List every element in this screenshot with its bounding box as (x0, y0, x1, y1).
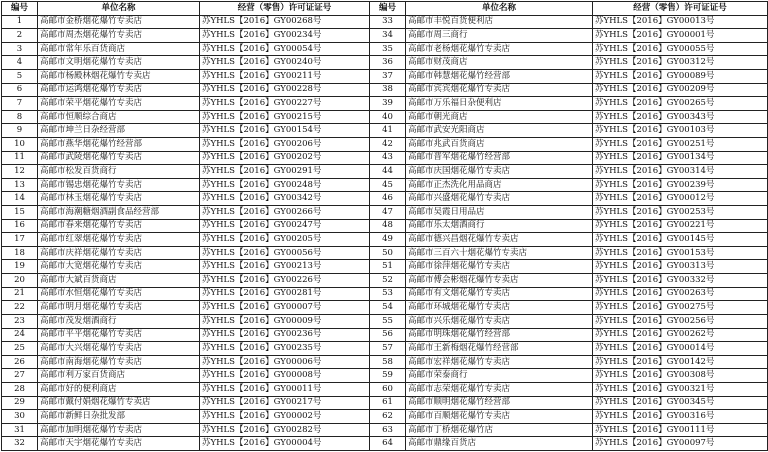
store-name: 高邮市坤兰日杂经营部 (38, 124, 200, 138)
store-name: 高邮市晋军烟花爆竹经营部 (406, 151, 593, 165)
table-row (2, 260, 768, 274)
table-row (2, 69, 768, 83)
store-name: 高邮市杨殿林烟花爆竹专卖店 (38, 69, 200, 83)
table-body (2, 15, 768, 451)
license-number: 苏YHLS【2016】GY00281号 (200, 287, 370, 301)
store-name: 高邮市金桥烟花爆竹专卖店 (38, 15, 200, 29)
store-name: 高邮市平平烟花爆竹专卖店 (38, 328, 200, 342)
row-number: 33 (370, 15, 406, 29)
store-name: 高邮市环城烟花爆竹专卖店 (406, 301, 593, 315)
store-name: 高邮市春来烟花爆竹专卖店 (38, 219, 200, 233)
license-number: 苏YHLS【2016】GY00308号 (593, 369, 768, 383)
license-number: 苏YHLS【2016】GY00008号 (200, 369, 370, 383)
table-row (2, 410, 768, 424)
store-name: 高邮市正杰洗化用品商店 (406, 178, 593, 192)
store-name: 高邮市庆祥烟花爆竹专卖店 (38, 246, 200, 260)
row-number: 29 (2, 396, 38, 410)
header-no-right: 编号 (370, 2, 406, 16)
store-name: 高邮市海潮糖烟酒副食品经营部 (38, 206, 200, 220)
store-name: 高邮市茂发烟酒商行 (38, 314, 200, 328)
license-number: 苏YHLS【2016】GY00213号 (200, 260, 370, 274)
row-number: 12 (2, 165, 38, 179)
store-name: 高邮市丁桥烟花爆竹店 (406, 423, 593, 437)
store-name: 高邮市兴乐烟花爆竹专卖店 (406, 314, 593, 328)
table-row (2, 328, 768, 342)
row-number: 51 (370, 260, 406, 274)
license-number: 苏YHLS【2016】GY00291号 (200, 165, 370, 179)
store-name: 高邮市锡忠烟花爆竹专卖店 (38, 178, 200, 192)
store-name: 高邮市万乐福日杂便利店 (406, 97, 593, 111)
row-number: 56 (370, 328, 406, 342)
row-number: 50 (370, 246, 406, 260)
store-name: 高邮市傅会彬烟花爆竹专卖店 (406, 274, 593, 288)
license-number: 苏YHLS【2016】GY00153号 (593, 246, 768, 260)
license-number: 苏YHLS【2016】GY00211号 (200, 69, 370, 83)
license-number: 苏YHLS【2016】GY00013号 (593, 15, 768, 29)
store-name: 高邮市大斌百货商店 (38, 274, 200, 288)
license-number: 苏YHLS【2016】GY00256号 (593, 314, 768, 328)
row-number: 4 (2, 56, 38, 70)
row-number: 31 (2, 423, 38, 437)
store-name: 高邮市丰悦百货便利店 (406, 15, 593, 29)
store-name: 高邮市大兴烟花爆竹专卖店 (38, 342, 200, 356)
store-name: 高邮市鼎缘百货店 (406, 437, 593, 451)
header-name-right: 单位名称 (406, 2, 593, 16)
license-number: 苏YHLS【2016】GY00248号 (200, 178, 370, 192)
header-name-left: 单位名称 (38, 2, 200, 16)
license-number: 苏YHLS【2016】GY00332号 (593, 274, 768, 288)
license-number: 苏YHLS【2016】GY00111号 (593, 423, 768, 437)
row-number: 13 (2, 178, 38, 192)
store-name: 高邮市周三商行 (406, 29, 593, 43)
store-name: 高邮市财茂商店 (406, 56, 593, 70)
table-row (2, 396, 768, 410)
header-license-left: 经营（零售）许可证证号 (200, 2, 370, 16)
row-number: 47 (370, 206, 406, 220)
license-number: 苏YHLS【2016】GY00217号 (200, 396, 370, 410)
store-name: 高邮市武陵烟花爆竹专卖店 (38, 151, 200, 165)
store-name: 高邮市红翠烟花爆竹专卖店 (38, 233, 200, 247)
license-number: 苏YHLS【2016】GY00004号 (200, 437, 370, 451)
header-no-left: 编号 (2, 2, 38, 16)
store-name: 高邮市德兴昌烟花爆竹专卖店 (406, 233, 593, 247)
store-name: 高邮市好的便利商店 (38, 382, 200, 396)
license-number: 苏YHLS【2016】GY00253号 (593, 206, 768, 220)
row-number: 17 (2, 233, 38, 247)
table-row (2, 314, 768, 328)
row-number: 37 (370, 69, 406, 83)
license-number: 苏YHLS【2016】GY00103号 (593, 124, 768, 138)
row-number: 22 (2, 301, 38, 315)
license-number: 苏YHLS【2016】GY00240号 (200, 56, 370, 70)
store-name: 高邮市周杰烟花爆竹专卖店 (38, 29, 200, 43)
row-number: 39 (370, 97, 406, 111)
store-name: 高邮市运鸿烟花爆竹专卖店 (38, 83, 200, 97)
row-number: 53 (370, 287, 406, 301)
license-number: 苏YHLS【2016】GY00221号 (593, 219, 768, 233)
license-number: 苏YHLS【2016】GY00234号 (200, 29, 370, 43)
table-row (2, 369, 768, 383)
row-number: 11 (2, 151, 38, 165)
row-number: 34 (370, 29, 406, 43)
row-number: 55 (370, 314, 406, 328)
row-number: 21 (2, 287, 38, 301)
license-number: 苏YHLS【2016】GY00265号 (593, 97, 768, 111)
license-number: 苏YHLS【2016】GY00054号 (200, 42, 370, 56)
store-name: 高邮市兴盛烟花爆竹专卖店 (406, 192, 593, 206)
table-row (2, 178, 768, 192)
license-number: 苏YHLS【2016】GY00154号 (200, 124, 370, 138)
row-number: 5 (2, 69, 38, 83)
license-number: 苏YHLS【2016】GY00316号 (593, 410, 768, 424)
table-row (2, 382, 768, 396)
table-row (2, 15, 768, 29)
license-number: 苏YHLS【2016】GY00235号 (200, 342, 370, 356)
license-number: 苏YHLS【2016】GY00202号 (200, 151, 370, 165)
store-name: 高邮市韩慧烟花爆竹经营部 (406, 69, 593, 83)
row-number: 24 (2, 328, 38, 342)
license-number: 苏YHLS【2016】GY00209号 (593, 83, 768, 97)
table-row (2, 355, 768, 369)
row-number: 36 (370, 56, 406, 70)
license-number: 苏YHLS【2016】GY00226号 (200, 274, 370, 288)
license-number: 苏YHLS【2016】GY00321号 (593, 382, 768, 396)
row-number: 64 (370, 437, 406, 451)
store-name: 高邮市志荣烟花爆竹专卖店 (406, 382, 593, 396)
row-number: 46 (370, 192, 406, 206)
row-number: 48 (370, 219, 406, 233)
store-name: 高邮市宾宾烟花爆竹专卖店 (406, 83, 593, 97)
row-number: 35 (370, 42, 406, 56)
store-name: 高邮市加明烟花爆竹专卖店 (38, 423, 200, 437)
store-name: 高邮市老杨烟花爆竹专卖店 (406, 42, 593, 56)
license-number: 苏YHLS【2016】GY00056号 (200, 246, 370, 260)
store-name: 高邮市徐萍烟花爆竹专卖店 (406, 260, 593, 274)
table-row (2, 29, 768, 43)
license-number: 苏YHLS【2016】GY00011号 (200, 382, 370, 396)
row-number: 28 (2, 382, 38, 396)
row-number: 60 (370, 382, 406, 396)
license-number: 苏YHLS【2016】GY00268号 (200, 15, 370, 29)
table-row (2, 287, 768, 301)
table-row (2, 192, 768, 206)
store-name: 高邮市顺明烟花爆竹经营部 (406, 396, 593, 410)
row-number: 49 (370, 233, 406, 247)
license-number: 苏YHLS【2016】GY00215号 (200, 110, 370, 124)
license-number: 苏YHLS【2016】GY00312号 (593, 56, 768, 70)
store-name: 高邮市水恒烟花爆竹专卖店 (38, 287, 200, 301)
row-number: 20 (2, 274, 38, 288)
store-name: 高邮市庆国烟花爆竹专卖店 (406, 165, 593, 179)
store-name: 高邮市南海烟花爆竹专卖店 (38, 355, 200, 369)
store-name: 高邮市朝光商店 (406, 110, 593, 124)
license-number: 苏YHLS【2016】GY00001号 (593, 29, 768, 43)
row-number: 30 (2, 410, 38, 424)
store-name: 高邮市王新梅烟花爆竹经营部 (406, 342, 593, 356)
row-number: 38 (370, 83, 406, 97)
license-register-table (1, 1, 768, 451)
row-number: 54 (370, 301, 406, 315)
row-number: 59 (370, 369, 406, 383)
store-name: 高邮市乐太烟酒商行 (406, 219, 593, 233)
store-name: 高邮市常年乐百货商店 (38, 42, 200, 56)
row-number: 2 (2, 29, 38, 43)
row-number: 42 (370, 137, 406, 151)
license-number: 苏YHLS【2016】GY00342号 (200, 192, 370, 206)
row-number: 63 (370, 423, 406, 437)
store-name: 高邮市兆武百货商店 (406, 137, 593, 151)
license-number: 苏YHLS【2016】GY00313号 (593, 260, 768, 274)
store-name: 高邮市大宽烟花爆竹专卖店 (38, 260, 200, 274)
license-number: 苏YHLS【2016】GY00205号 (200, 233, 370, 247)
store-name: 高邮市吴霞日用品店 (406, 206, 593, 220)
row-number: 7 (2, 97, 38, 111)
license-number: 苏YHLS【2016】GY00239号 (593, 178, 768, 192)
license-number: 苏YHLS【2016】GY00145号 (593, 233, 768, 247)
row-number: 40 (370, 110, 406, 124)
table-row (2, 342, 768, 356)
table-row (2, 151, 768, 165)
row-number: 14 (2, 192, 38, 206)
row-number: 57 (370, 342, 406, 356)
license-number: 苏YHLS【2016】GY00142号 (593, 355, 768, 369)
row-number: 61 (370, 396, 406, 410)
table-row (2, 42, 768, 56)
store-name: 高邮市明月烟花爆竹专卖店 (38, 301, 200, 315)
row-number: 6 (2, 83, 38, 97)
license-number: 苏YHLS【2016】GY00263号 (593, 287, 768, 301)
table-row (2, 165, 768, 179)
table-row (2, 219, 768, 233)
store-name: 高邮市荣平烟花爆竹专卖店 (38, 97, 200, 111)
license-number: 苏YHLS【2016】GY00002号 (200, 410, 370, 424)
row-number: 9 (2, 124, 38, 138)
license-number: 苏YHLS【2016】GY00097号 (593, 437, 768, 451)
row-number: 41 (370, 124, 406, 138)
license-number: 苏YHLS【2016】GY00007号 (200, 301, 370, 315)
store-name: 高邮市戴付娟烟花爆竹专卖店 (38, 396, 200, 410)
table-row (2, 246, 768, 260)
license-number: 苏YHLS【2016】GY00314号 (593, 165, 768, 179)
license-number: 苏YHLS【2016】GY00012号 (593, 192, 768, 206)
table-row (2, 137, 768, 151)
license-number: 苏YHLS【2016】GY00014号 (593, 342, 768, 356)
row-number: 26 (2, 355, 38, 369)
table-row (2, 437, 768, 451)
license-number: 苏YHLS【2016】GY00009号 (200, 314, 370, 328)
store-name: 高邮市明珠烟花爆竹经营部 (406, 328, 593, 342)
table-row (2, 233, 768, 247)
license-number: 苏YHLS【2016】GY00228号 (200, 83, 370, 97)
table-row (2, 97, 768, 111)
license-number: 苏YHLS【2016】GY00089号 (593, 69, 768, 83)
row-number: 45 (370, 178, 406, 192)
row-number: 3 (2, 42, 38, 56)
row-number: 18 (2, 246, 38, 260)
store-name: 高邮市燕华烟花爆竹经营部 (38, 137, 200, 151)
license-number: 苏YHLS【2016】GY00227号 (200, 97, 370, 111)
row-number: 19 (2, 260, 38, 274)
store-name: 高邮市荣泰商行 (406, 369, 593, 383)
store-name: 高邮市利万家百货商店 (38, 369, 200, 383)
row-number: 23 (2, 314, 38, 328)
store-name: 高邮市百顺烟花爆竹专卖店 (406, 410, 593, 424)
store-name: 高邮市宏祥烟花爆竹专卖店 (406, 355, 593, 369)
row-number: 58 (370, 355, 406, 369)
license-number: 苏YHLS【2016】GY00006号 (200, 355, 370, 369)
license-number: 苏YHLS【2016】GY00343号 (593, 110, 768, 124)
license-number: 苏YHLS【2016】GY00134号 (593, 151, 768, 165)
license-number: 苏YHLS【2016】GY00055号 (593, 42, 768, 56)
row-number: 8 (2, 110, 38, 124)
license-number: 苏YHLS【2016】GY00282号 (200, 423, 370, 437)
row-number: 25 (2, 342, 38, 356)
license-number: 苏YHLS【2016】GY00251号 (593, 137, 768, 151)
row-number: 16 (2, 219, 38, 233)
row-number: 1 (2, 15, 38, 29)
store-name: 高邮市三百六十烟花爆竹专卖店 (406, 246, 593, 260)
row-number: 15 (2, 206, 38, 220)
row-number: 52 (370, 274, 406, 288)
store-name: 高邮市新鲜日杂批发部 (38, 410, 200, 424)
store-name: 高邮市文明烟花爆竹专卖店 (38, 56, 200, 70)
table-row (2, 124, 768, 138)
license-number: 苏YHLS【2016】GY00266号 (200, 206, 370, 220)
table-header-row (2, 2, 768, 16)
store-name: 高邮市恒顺综合商店 (38, 110, 200, 124)
header-license-right: 经营（零售）许可证证号 (593, 2, 768, 16)
table-row (2, 206, 768, 220)
row-number: 32 (2, 437, 38, 451)
row-number: 62 (370, 410, 406, 424)
license-number: 苏YHLS【2016】GY00236号 (200, 328, 370, 342)
store-name: 高邮市松发百货商行 (38, 165, 200, 179)
store-name: 高邮市林玉烟花爆竹专卖店 (38, 192, 200, 206)
table-row (2, 423, 768, 437)
license-number: 苏YHLS【2016】GY00206号 (200, 137, 370, 151)
table-row (2, 83, 768, 97)
license-number: 苏YHLS【2016】GY00345号 (593, 396, 768, 410)
table-row (2, 110, 768, 124)
license-number: 苏YHLS【2016】GY00275号 (593, 301, 768, 315)
row-number: 27 (2, 369, 38, 383)
table-row (2, 301, 768, 315)
license-number: 苏YHLS【2016】GY00262号 (593, 328, 768, 342)
store-name: 高邮市武安光阳商店 (406, 124, 593, 138)
table-row (2, 56, 768, 70)
store-name: 高邮市有文烟花爆竹专卖店 (406, 287, 593, 301)
row-number: 43 (370, 151, 406, 165)
table-row (2, 274, 768, 288)
store-name: 高邮市天宇烟花爆竹专卖店 (38, 437, 200, 451)
license-number: 苏YHLS【2016】GY00247号 (200, 219, 370, 233)
row-number: 44 (370, 165, 406, 179)
row-number: 10 (2, 137, 38, 151)
